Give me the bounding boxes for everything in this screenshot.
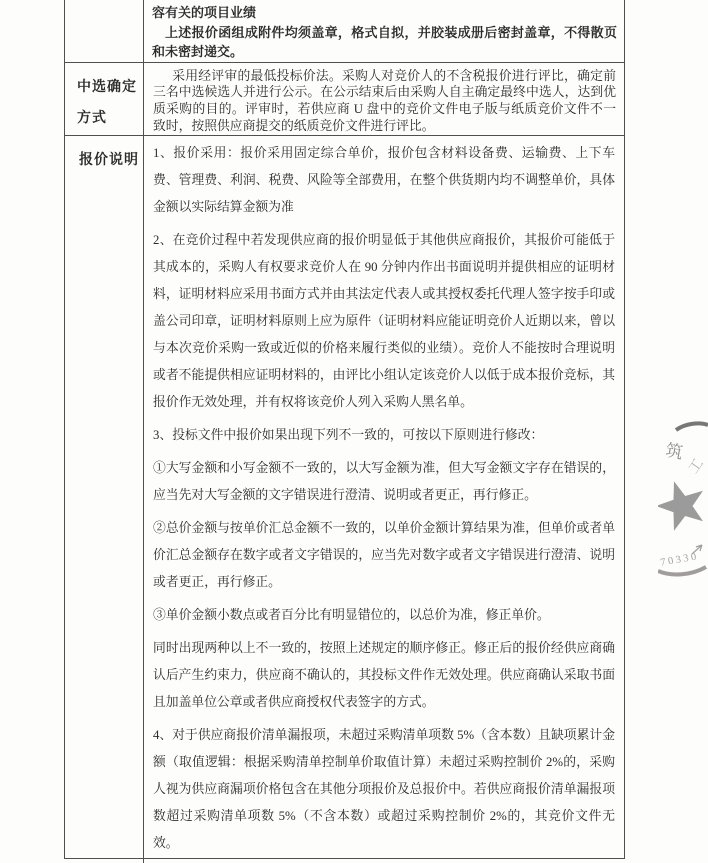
table-row-selection-method xyxy=(65,63,624,136)
selection-method-text: 采用经评审的最低投标价法。采购人对竞价人的不含税报价进行评比，确定前三名中选候选人并进行公示。在公示结束后由采购人自主确定最终中选人，达到优质采购的目的。评审时，若供应商 U 盘中的竞价文件电子版与纸质竞价文件不一致时，按照供应商提交的纸质竞价文件进行评比。 xyxy=(153,68,616,133)
seal-character-side: 工 xyxy=(686,456,707,477)
quotation-note-3-order: 同时出现两种以上不一致的，按照上述规定的顺序修正。修正后的报价经供应商确认后产生约束力，供应商不确认的，其投标文件作无效处理。供应商确认采取书面且加盖单位公章或者供应商授权代表签字的方式。 xyxy=(153,640,615,709)
quotation-note-3-rule-3: ③单价金额小数点或者百分比有明显错位的，以总价为准，修正单价。 xyxy=(153,607,550,622)
seal-character-main: 筑 xyxy=(664,440,685,463)
table-row-continued xyxy=(65,0,624,63)
table-row-quotation-notes xyxy=(65,136,624,863)
selection-method-label: 中选确定方式 xyxy=(77,79,137,126)
selection-method-content-cell xyxy=(144,63,624,135)
sealing-requirements-cell xyxy=(144,0,624,62)
continued-row-label-cell xyxy=(65,0,144,62)
quotation-note-1: 1、报价采用：报价采用固定综合单价，报价包含材料设备费、运输费、上下车费、管理费、利润、税费、风险等全部费用，在整个供货期内均不调整单价，具体金额以实际结算金额为准 xyxy=(153,145,615,214)
seal-code-digits: 70330 xyxy=(659,551,700,569)
sealing-requirements-text: 上述报价函组成附件均须盖章，格式自拟，并胶装成册后密封盖章，不得散页和未密封递交。 xyxy=(152,24,617,59)
selection-method-label-cell xyxy=(65,63,144,135)
partial-seal-stamp xyxy=(658,420,708,582)
quotation-notes-label-cell xyxy=(65,136,144,863)
quotation-note-2: 2、在竞价过程中若发现供应商的报价明显低于其他供应商报价，其报价可能低于其成本的，采购人有权要求竞价人在 90 分钟内作出书面说明并提供相应的证明材料，证明材料应采用书面方式并由其法定代表人或其授权委托代理人签字按手印或盖公司印章，证明材料原则上应为原件（证明材料应能证明竞价人近期以来，曾以与本次竞价采购一致或近似的价格来履行类似的业绩）。竞价人不能按时合理说明或者不能提供相应证明材料的，由评比小组认定该竞价人以低于成本报价竞标，其报价作无效处理，并有权将该竞价人列入采购人黑名单。 xyxy=(153,232,615,409)
quotation-note-4: 4、对于供应商报价清单漏报项，未超过采购清单项数 5%（含本数）且缺项累计金额（取值逻辑：根据采购清单控制单价取值计算）未超过采购控制价 2%的，采购人视为供应商漏项价格包含在其他分项报价及总报价中。若供应商报价清单漏报项数超过采购清单项数 5%（不含本数）或超过采购控制价 2%的，其竞价文件无效。 xyxy=(153,727,615,850)
quotation-note-3-rule-1: ①大写金额和小写金额不一致的，以大写金额为准，但大写金额文字存在错误的，应当先对大写金额的文字错误进行澄清、说明或者更正，再行修正。 xyxy=(153,460,615,502)
seal-arrow-mark xyxy=(692,545,702,554)
bid-terms-table xyxy=(64,0,625,859)
continued-text-line: 容有关的项目业绩 xyxy=(152,5,257,20)
quotation-notes-content-cell xyxy=(144,136,624,863)
seal-bottom-arc xyxy=(658,567,706,574)
quotation-note-3-rule-2: ②总价金额与按单价汇总金额不一致的，以单价金额计算结果为准，但单价或者单价汇总金额存在数字或者文字错误的，应当先对数字或者文字错误进行澄清、说明或者更正，再行修正。 xyxy=(153,520,615,589)
quotation-notes-label: 报价说明 xyxy=(79,152,139,168)
seal-top-arc xyxy=(676,423,708,430)
seal-stamp-graphic xyxy=(658,420,708,582)
seal-star-icon xyxy=(658,481,703,530)
quotation-note-3: 3、投标文件中报价如果出现下列不一致的，可按以下原则进行修改： xyxy=(153,427,544,442)
